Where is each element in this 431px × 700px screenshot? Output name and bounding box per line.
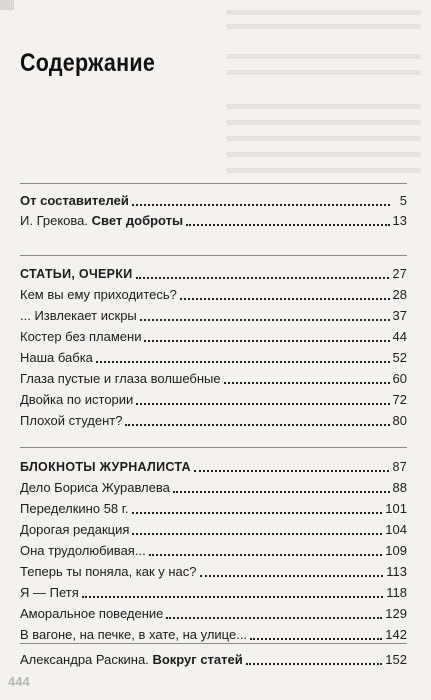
divider xyxy=(20,183,407,184)
bleed-through-mark xyxy=(0,0,14,10)
toc-page-number: 80 xyxy=(392,413,407,428)
toc-page-number: 13 xyxy=(392,213,407,228)
toc-page-number: 129 xyxy=(385,606,407,621)
toc-entry[interactable] xyxy=(20,499,407,517)
dot-leader xyxy=(136,403,389,405)
dot-leader xyxy=(136,277,390,279)
dot-leader xyxy=(132,512,383,514)
toc-page-number: 101 xyxy=(385,501,407,516)
toc-entry-title: Я — Петя xyxy=(20,585,79,600)
bleed-through-mark xyxy=(226,136,421,141)
toc-entry-title: Дорогая редакция xyxy=(20,522,130,537)
dot-leader xyxy=(224,382,390,384)
toc-entry[interactable] xyxy=(20,562,407,580)
bleed-through-mark xyxy=(226,54,421,59)
dot-leader xyxy=(132,533,382,535)
toc-page-number: 109 xyxy=(385,543,407,558)
toc-section-heading[interactable] xyxy=(20,457,407,475)
toc-entry[interactable] xyxy=(20,306,407,324)
toc-page-number: 37 xyxy=(392,308,407,323)
toc-entry[interactable] xyxy=(20,327,407,345)
toc-entry[interactable] xyxy=(20,285,407,303)
toc-entry-title: Свет доброты xyxy=(91,213,184,228)
bleed-through-mark xyxy=(226,70,421,75)
dot-leader xyxy=(180,298,390,300)
dot-leader xyxy=(194,470,390,472)
toc-entry[interactable] xyxy=(20,604,407,622)
toc-entry-title: Кем вы ему приходитесь? xyxy=(20,287,177,302)
page-title: Содержание xyxy=(20,48,156,77)
toc-entry-title: Она трудолюбивая... xyxy=(20,543,146,558)
toc-page-number: 88 xyxy=(392,480,407,495)
toc-page-number: 27 xyxy=(392,267,407,281)
toc-entry[interactable] xyxy=(20,650,407,668)
toc-page-number: 113 xyxy=(386,564,407,579)
toc-entry-title: Вокруг статей xyxy=(152,652,243,667)
divider xyxy=(20,643,407,644)
toc-entry[interactable] xyxy=(20,411,407,429)
toc-page-number: 104 xyxy=(385,522,407,537)
toc-entry[interactable] xyxy=(20,478,407,496)
toc-entry-title: Аморальное поведение xyxy=(20,606,164,621)
bleed-through-mark xyxy=(226,104,421,109)
toc-entry-title: Двойка по истории xyxy=(20,392,134,407)
toc-entry[interactable] xyxy=(20,348,407,366)
toc-entry[interactable] xyxy=(20,369,407,387)
dot-leader xyxy=(140,319,390,321)
dot-leader xyxy=(246,663,383,665)
toc-page-number: 52 xyxy=(392,350,407,365)
toc-section-heading[interactable] xyxy=(20,264,407,282)
toc-page-number: 152 xyxy=(385,652,407,667)
toc-page-number: 44 xyxy=(392,329,407,344)
toc-page-number: 142 xyxy=(385,627,407,642)
toc-entry-title: Дело Бориса Журавлева xyxy=(20,480,170,495)
dot-leader xyxy=(144,340,389,342)
dot-leader xyxy=(125,424,389,426)
dot-leader xyxy=(166,617,382,619)
dot-leader xyxy=(250,638,382,640)
page-folio: 444 xyxy=(8,674,30,689)
bleed-through-mark xyxy=(226,24,421,29)
toc-entry[interactable] xyxy=(20,211,407,229)
toc-entry-title: СТАТЬИ, ОЧЕРКИ xyxy=(20,267,133,281)
toc-entry[interactable] xyxy=(20,625,407,643)
toc-page-number: 5 xyxy=(399,193,407,208)
toc-entry-title: Плохой студент? xyxy=(20,413,123,428)
toc-entry-title: БЛОКНОТЫ ЖУРНАЛИСТА xyxy=(20,460,191,474)
toc-entry-title: Костер без пламени xyxy=(20,329,142,344)
toc-entry-author: И. Грекова. xyxy=(20,213,89,228)
toc-entry[interactable] xyxy=(20,583,407,601)
toc-entry-title: ... Извлекает искры xyxy=(20,308,137,323)
dot-leader xyxy=(82,596,384,598)
divider xyxy=(20,447,407,448)
toc-entry-author: Александра Раскина. xyxy=(20,652,149,667)
toc-page-number: 28 xyxy=(392,287,407,302)
dot-leader xyxy=(96,361,390,363)
toc-entry-title: От составителей xyxy=(20,193,129,208)
divider xyxy=(20,255,407,256)
dot-leader xyxy=(186,224,389,226)
toc-page-number: 60 xyxy=(392,371,407,386)
toc-entry-title: В вагоне, на печке, в хате, на улице... xyxy=(20,627,248,642)
toc-entry-title: Переделкино 58 г. xyxy=(20,501,129,516)
toc-page-number: 87 xyxy=(392,460,407,474)
dot-leader xyxy=(149,554,383,556)
bleed-through-mark xyxy=(226,168,421,173)
bleed-through-mark xyxy=(226,152,421,157)
dot-leader xyxy=(132,204,390,206)
bleed-through-mark xyxy=(226,120,421,125)
toc-entry[interactable] xyxy=(20,390,407,408)
toc-page-number: 72 xyxy=(392,392,407,407)
toc-entry[interactable] xyxy=(20,191,407,209)
toc-page-number: 118 xyxy=(386,585,407,600)
toc-entry[interactable] xyxy=(20,541,407,559)
toc-entry[interactable] xyxy=(20,520,407,538)
toc-entry-title: Наша бабка xyxy=(20,350,93,365)
toc-entry-title: Глаза пустые и глаза волшебные xyxy=(20,371,221,386)
bleed-through-mark xyxy=(226,10,421,15)
dot-leader xyxy=(200,575,384,577)
dot-leader xyxy=(173,491,390,493)
toc-entry-title: Теперь ты поняла, как у нас? xyxy=(20,564,197,579)
